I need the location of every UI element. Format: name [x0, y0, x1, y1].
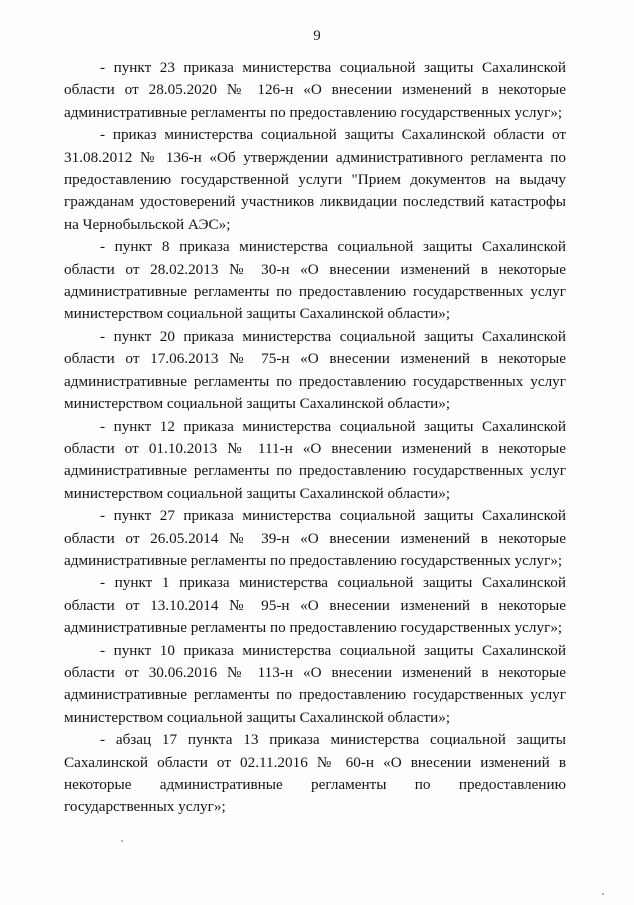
document-body	[64, 57, 566, 819]
list-item: - пункт 27 приказа министерства социальной защиты Сахалинской области от 26.05.2014 № 39-н «О внесении изменений в некоторые административные регламенты по предоставлению государственных услуг»;	[64, 507, 566, 569]
page-number: 9	[313, 28, 321, 44]
scan-speck	[121, 840, 123, 842]
list-item: - пункт 8 приказа министерства социальной защиты Сахалинской области от 28.02.2013 № 30-н «О внесении изменений в некоторые административные регламенты по предоставлению государственных услуг министерством социальной защиты Сахалинской области»;	[64, 238, 566, 323]
list-item: - пункт 20 приказа министерства социальной защиты Сахалинской области от 17.06.2013 № 75-н «О внесении изменений в некоторые административные регламенты по предоставлению государственных услуг министерством социальной защиты Сахалинской области»;	[64, 327, 566, 413]
list-item: - абзац 17 пункта 13 приказа министерства социальной защиты Сахалинской области от 02.11.2016 № 60-н «О внесении изменений в некоторые административные регламенты по предоставлению государственных услуг»;	[64, 731, 566, 816]
scan-speck	[602, 893, 604, 895]
list-item: - пункт 12 приказа министерства социальной защиты Сахалинской области от 01.10.2013 № 111-н «О внесении изменений в некоторые административные регламенты по предоставлению государственных услуг министерством социальной защиты Сахалинской области»;	[64, 417, 566, 502]
list-item: - пункт 23 приказа министерства социальной защиты Сахалинской области от 28.05.2020 № 126-н «О внесении изменений в некоторые административные регламенты по предоставлению государственных услуг»;	[64, 59, 566, 121]
list-item: - пункт 10 приказа министерства социальной защиты Сахалинской области от 30.06.2016 № 113-н «О внесении изменений в некоторые административные регламенты по предоставлению государственных услуг министерством социальной защиты Сахалинской области»;	[64, 641, 566, 726]
list-item: - пункт 1 приказа министерства социальной защиты Сахалинской области от 13.10.2014 № 95-н «О внесении изменений в некоторые административные регламенты по предоставлению государственных услуг»;	[64, 574, 566, 637]
list-item: - приказ министерства социальной защиты Сахалинской области от 31.08.2012 № 136-н «Об утверждении административного регламента по предоставлению государственной услуги "Прием документов на выдачу гражданам удостоверений участников ликвидации последствий катастрофы на Чернобыльской АЭС»;	[64, 126, 566, 233]
